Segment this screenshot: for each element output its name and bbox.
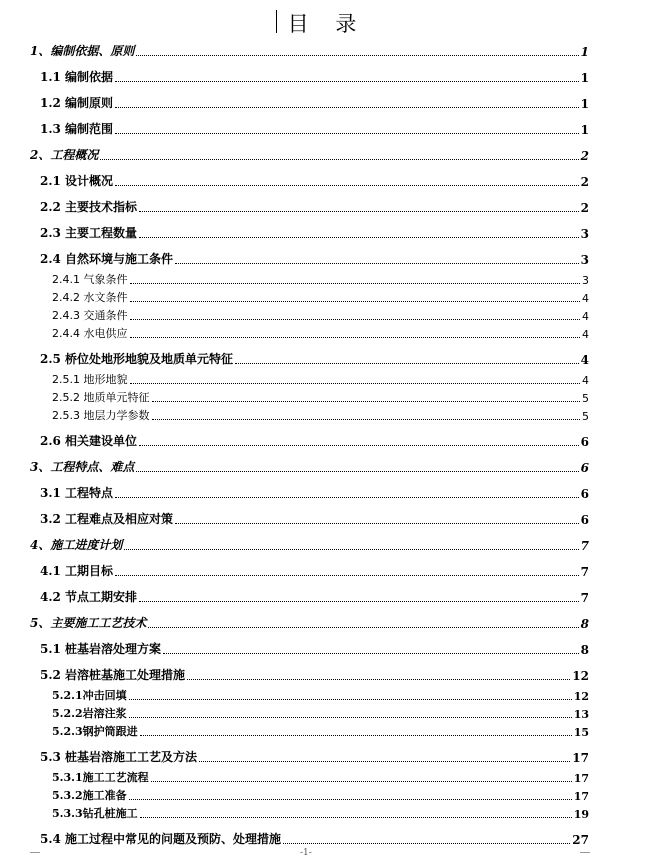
toc-entry[interactable] [40, 511, 589, 527]
toc-entry-label: 5.3 桩基岩溶施工工艺及方法 [40, 750, 198, 764]
toc-entry[interactable] [52, 289, 589, 305]
toc-leader-dots [139, 211, 579, 212]
toc-leader-dots [175, 263, 579, 264]
toc-entry-page: 7 [580, 539, 589, 553]
toc-entry-page: 7 [580, 565, 589, 579]
toc-entry-page: 8 [580, 617, 589, 631]
toc-entry-label: 4.2 节点工期安排 [40, 590, 138, 604]
toc-entry-page: 13 [573, 708, 589, 721]
toc-entry-page: 27 [572, 833, 589, 847]
toc-entry-label: 5.3.3钻孔桩施工 [52, 807, 138, 820]
toc-leader-dots [100, 159, 578, 160]
toc-entry-label: 2.1 设计概况 [40, 174, 114, 188]
toc-entry-page: 2 [580, 149, 589, 163]
toc-entry-label: 5.4 施工过程中常见的问题及预防、处理措施 [40, 832, 282, 846]
toc-entry-page: 1 [580, 123, 589, 137]
toc-entry[interactable] [52, 769, 589, 785]
toc-leader-dots [140, 735, 572, 736]
toc-entry-page: 2 [580, 201, 589, 215]
toc-entry-label: 4、施工进度计划 [30, 538, 123, 552]
toc-entry-label: 4.1 工期目标 [40, 564, 114, 578]
toc-entry[interactable] [52, 723, 589, 739]
toc-entry-label: 3.1 工程特点 [40, 486, 114, 500]
toc-entry-page: 4 [582, 310, 589, 323]
toc-entry-label: 5.2.1冲击回填 [52, 689, 127, 702]
toc-entry[interactable] [30, 147, 589, 163]
toc-entry-label: 5.1 桩基岩溶处理方案 [40, 642, 162, 656]
toc-entry-page: 4 [582, 374, 589, 387]
toc-entry[interactable] [40, 749, 589, 765]
toc-entry[interactable] [40, 563, 589, 579]
toc-leader-dots [163, 653, 579, 654]
toc-entry-label: 1.2 编制原则 [40, 96, 114, 110]
toc-leader-dots [124, 549, 578, 550]
toc-leader-dots [187, 679, 570, 680]
toc-leader-dots [199, 761, 570, 762]
toc-entry-page: 2 [580, 175, 589, 189]
toc-entry-page: 17 [572, 751, 589, 765]
toc-entry[interactable] [30, 43, 589, 59]
toc-entry-label: 2、工程概况 [30, 148, 99, 162]
toc-entry-label: 5.2.3钢护筒跟进 [52, 725, 138, 738]
toc-entry-page: 4 [580, 353, 589, 367]
toc-entry-label: 2.4.3 交通条件 [52, 309, 128, 322]
toc-entry-label: 1.3 编制范围 [40, 122, 114, 136]
toc-leader-dots [130, 301, 581, 302]
toc-leader-dots [130, 319, 581, 320]
toc-entry-page: 6 [580, 435, 589, 449]
toc-entry-page: 5 [582, 392, 589, 405]
toc-entry-label: 1.1 编制依据 [40, 70, 114, 84]
toc-entry-label: 5.3.2施工准备 [52, 789, 127, 802]
toc-entry[interactable] [52, 705, 589, 721]
toc-entry-label: 2.6 相关建设单位 [40, 434, 138, 448]
toc-leader-dots [129, 799, 572, 800]
toc-entry-label: 2.2 主要技术指标 [40, 200, 138, 214]
toc-entry-page: 7 [580, 591, 589, 605]
toc-leader-dots [129, 717, 572, 718]
toc-entry[interactable] [40, 831, 589, 847]
toc-entry[interactable] [52, 371, 589, 387]
toc-leader-dots [152, 401, 581, 402]
toc-entry-label: 2.4.1 气象条件 [52, 273, 128, 286]
toc-leader-dots [148, 627, 578, 628]
toc-leader-dots [115, 497, 579, 498]
toc-entry[interactable] [30, 537, 589, 553]
toc-entry-label: 5.2.2岩溶注浆 [52, 707, 127, 720]
toc-leader-dots [283, 843, 570, 844]
toc-entry[interactable] [40, 173, 589, 189]
toc-entry-label: 2.4.4 水电供应 [52, 327, 128, 340]
toc-entry-label: 1、编制依据、原则 [30, 44, 135, 58]
toc-entry-label: 5.2 岩溶桩基施工处理措施 [40, 668, 186, 682]
toc-leader-dots [115, 81, 579, 82]
toc-leader-dots [235, 363, 579, 364]
toc-leader-dots [136, 471, 578, 472]
toc-entry[interactable] [52, 389, 589, 405]
toc-leader-dots [139, 237, 579, 238]
toc-entry-page: 17 [573, 772, 589, 785]
toc-entry[interactable] [52, 307, 589, 323]
toc-leader-dots [115, 185, 579, 186]
toc-leader-dots [130, 283, 581, 284]
toc-leader-dots [136, 55, 578, 56]
toc-entry-page: 5 [582, 410, 589, 423]
toc-entry-label: 2.5.1 地形地貌 [52, 373, 128, 386]
toc-leader-dots [139, 601, 579, 602]
toc-entry-page: 1 [580, 45, 589, 59]
text-cursor [276, 10, 277, 33]
toc-entry-page: 3 [582, 274, 589, 287]
toc-entry[interactable] [40, 641, 589, 657]
toc-entry[interactable] [52, 271, 589, 287]
toc-entry-page: 12 [572, 669, 589, 683]
toc-leader-dots [175, 523, 579, 524]
toc-entry-page: 3 [580, 227, 589, 241]
toc-entry[interactable] [52, 805, 589, 821]
toc-entry[interactable] [40, 95, 589, 111]
toc-entry-page: 12 [573, 690, 589, 703]
toc-entry[interactable] [30, 615, 589, 631]
toc-entry-page: 6 [580, 487, 589, 501]
toc-entry-page: 6 [580, 513, 589, 527]
toc-leader-dots [115, 133, 579, 134]
toc-entry[interactable] [30, 459, 589, 475]
toc-entry-page: 19 [573, 808, 589, 821]
footer-margin-mark-left [30, 852, 40, 853]
toc-entry[interactable] [40, 589, 589, 605]
toc-leader-dots [115, 107, 579, 108]
toc-entry-label: 3、工程特点、难点 [30, 460, 135, 474]
toc-entry-page: 1 [580, 97, 589, 111]
toc-entry[interactable] [40, 251, 589, 267]
toc-entry[interactable] [52, 787, 589, 803]
toc-leader-dots [139, 445, 579, 446]
toc-entry-label: 2.4.2 水文条件 [52, 291, 128, 304]
toc-entry-page: 6 [580, 461, 589, 475]
toc-entry[interactable] [52, 325, 589, 341]
toc-leader-dots [130, 383, 581, 384]
toc-leader-dots [152, 419, 581, 420]
toc-leader-dots [130, 337, 581, 338]
toc-entry-page: 4 [582, 292, 589, 305]
toc-entry-label: 2.5.2 地质单元特征 [52, 391, 150, 404]
toc-entry[interactable] [40, 199, 589, 215]
toc-entry[interactable] [40, 667, 589, 683]
toc-entry[interactable] [40, 351, 589, 367]
toc-entry-page: 8 [580, 643, 589, 657]
toc-entry[interactable] [40, 69, 589, 85]
toc-entry-label: 2.4 自然环境与施工条件 [40, 252, 174, 266]
toc-entry[interactable] [40, 225, 589, 241]
toc-leader-dots [115, 575, 579, 576]
toc-entry[interactable] [40, 121, 589, 137]
toc-title: 目 录 [287, 12, 367, 36]
toc-entry-page: 1 [580, 71, 589, 85]
toc-entry[interactable] [52, 407, 589, 423]
footer-margin-mark-right [580, 852, 590, 853]
toc-entry-label: 3.2 工程难点及相应对策 [40, 512, 174, 526]
toc-entry-label: 2.3 主要工程数量 [40, 226, 138, 240]
toc-leader-dots [129, 699, 572, 700]
toc-entry[interactable] [40, 433, 589, 449]
toc-entry-label: 5.3.1施工工艺流程 [52, 771, 149, 784]
toc-entry-page: 17 [573, 790, 589, 803]
toc-leader-dots [140, 817, 572, 818]
toc-leader-dots [151, 781, 572, 782]
toc-entry-label: 2.5.3 地层力学参数 [52, 409, 150, 422]
toc-entry-page: 4 [582, 328, 589, 341]
toc-entry[interactable] [52, 687, 589, 703]
toc-entry-page: 15 [573, 726, 589, 739]
toc-entry-label: 2.5 桥位处地形地貌及地质单元特征 [40, 352, 234, 366]
toc-entry-label: 5、主要施工工艺技术 [30, 616, 147, 630]
page-number-footer: -1- [300, 848, 312, 858]
toc-entry[interactable] [40, 485, 589, 501]
toc-entry-page: 3 [580, 253, 589, 267]
